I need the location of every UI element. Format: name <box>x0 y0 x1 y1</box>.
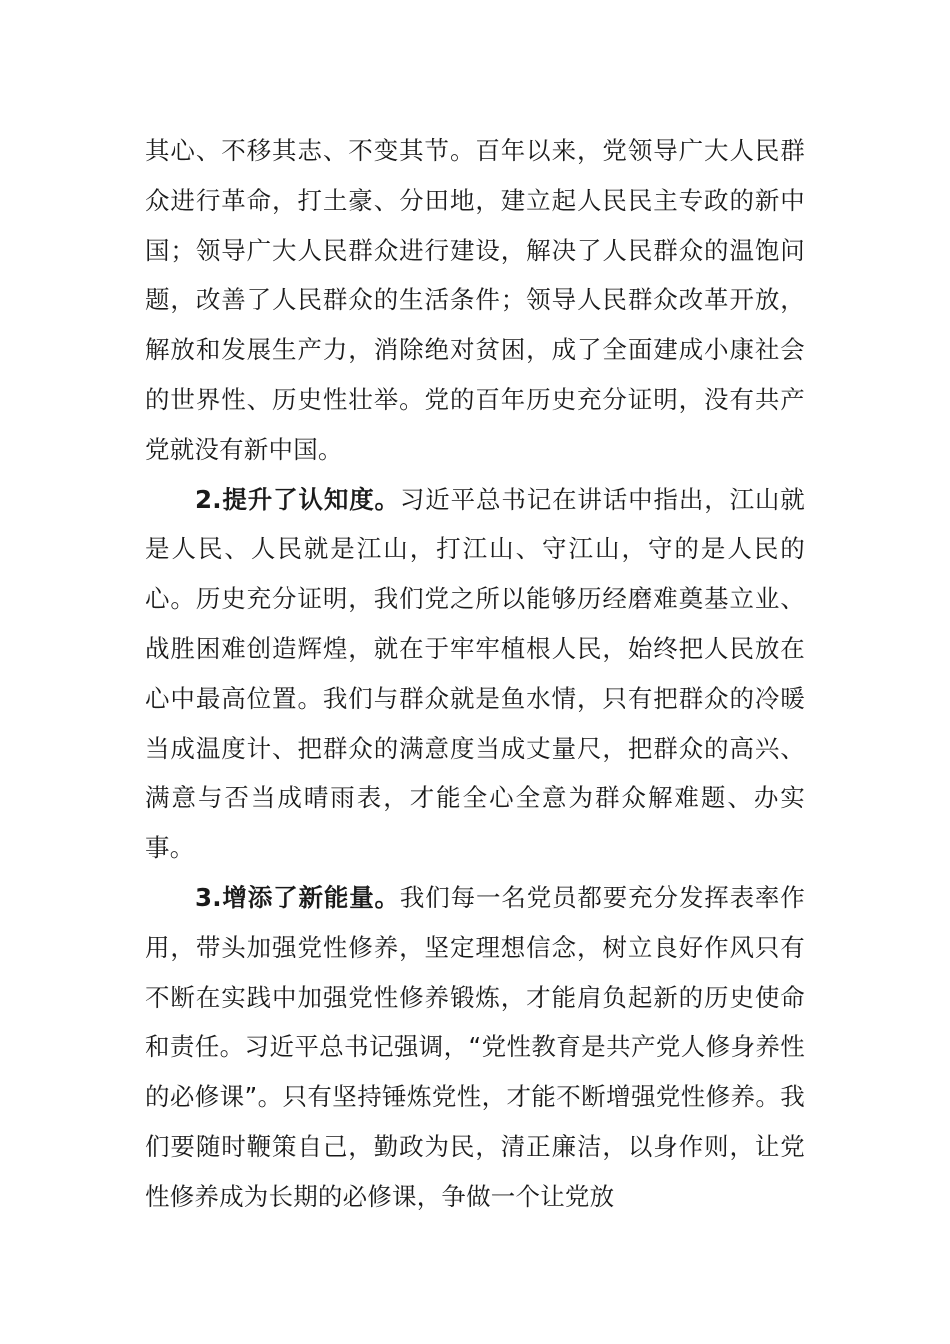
document-body <box>145 126 805 1222</box>
paragraph-continuation <box>145 126 805 475</box>
paragraph-2-text: 习近平总书记在讲话中指出，江山就是人民、人民就是江山，打江山、守江山，守的是人民的心。历史充分证明，我们党之所以能够历经磨难奠基立业、战胜困难创造辉煌，就在于牢牢植根人民，始终把人民放在心中最高位置。我们与群众就是鱼水情，只有把群众的冷暖当成温度计、把群众的满意度当成丈量尺，把群众的高兴、满意与否当成晴雨表，才能全心全意为群众解难题、办实事。 <box>145 484 805 863</box>
paragraph-2-heading: 2.提升了认知度。 <box>195 484 400 514</box>
paragraph-1-text: 其心、不移其志、不变其节。百年以来，党领导广大人民群众进行革命，打土豪、分田地，建立起人民民主专政的新中国；领导广大人民群众进行建设，解决了人民群众的温饱问题，改善了人民群众的生活条件；领导人民群众改革开放，解放和发展生产力，消除绝对贫困，成了全面建成小康社会的世界性、历史性壮举。党的百年历史充分证明，没有共产党就没有新中国。 <box>145 136 805 464</box>
paragraph-3-text: 我们每一名党员都要充分发挥表率作用，带头加强党性修养，坚定理想信念，树立良好作风只有不断在实践中加强党性修养锻炼，才能肩负起新的历史使命和责任。习近平总书记强调，“党性教育是共产党人修身养性的必修课”。只有坚持锤炼党性，才能不断增强党性修养。我们要随时鞭策自己，勤政为民，清正廉洁，以身作则，让党性修养成为长期的必修课，争做一个让党放 <box>145 882 805 1211</box>
paragraph-energy <box>145 873 805 1222</box>
paragraph-3-heading: 3.增添了新能量。 <box>195 882 400 912</box>
paragraph-awareness <box>145 475 805 873</box>
